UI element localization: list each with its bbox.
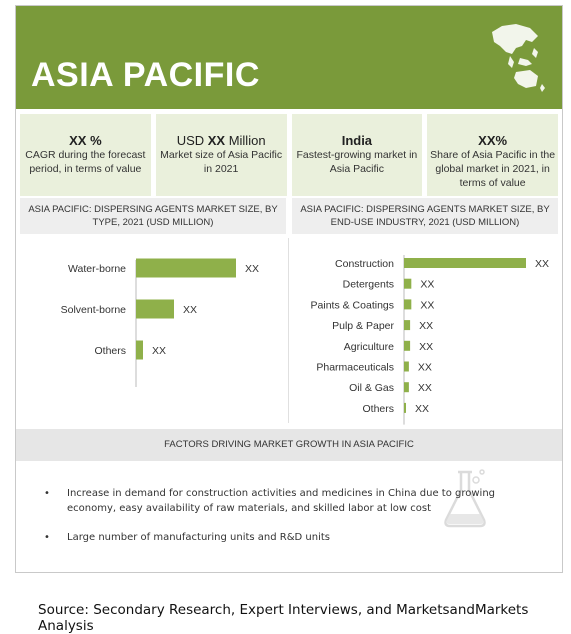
data-label: XX (419, 320, 434, 333)
stat-share-desc: Share of Asia Pacific in the global market in 2021, in terms of value (430, 149, 556, 189)
factors-title: FACTORS DRIVING MARKET GROWTH IN ASIA PACIFIC (16, 429, 562, 461)
factors-list (40, 486, 530, 559)
stat-cagr (20, 114, 151, 196)
factor-text: Increase in demand for construction activities and medicines in China due to growing economy, easy availability of raw materials, and skilled labor at low cost (67, 488, 496, 514)
factor-item (40, 486, 530, 516)
bar (136, 341, 143, 360)
data-label: XX (417, 382, 432, 395)
stat-market-size (156, 114, 287, 196)
category-label: Pharmaceuticals (316, 361, 394, 374)
category-label: Detergents (342, 278, 394, 291)
data-label: XX (183, 304, 198, 316)
bullet-icon: • (44, 488, 50, 499)
category-label: Solvent-borne (60, 304, 126, 316)
category-label: Others (362, 402, 394, 415)
data-label: XX (420, 278, 435, 291)
bar (404, 403, 406, 413)
asia-pacific-map-icon (482, 18, 548, 94)
data-label: XX (419, 340, 434, 353)
bar (404, 258, 526, 268)
bar (404, 341, 410, 351)
charts (16, 238, 562, 428)
factor-item (40, 530, 530, 545)
stat-cagr-desc: CAGR during the forecast period, in terms of value (25, 149, 146, 175)
bar (404, 320, 410, 330)
stat-fastest-growing (292, 114, 423, 196)
stat-market-size-desc: Market size of Asia Pacific in 2021 (160, 149, 283, 175)
source-note: Source: Secondary Research, Expert Interviews, and MarketsandMarkets Analysis (38, 602, 529, 634)
data-label: XX (152, 345, 167, 357)
bar (404, 299, 411, 309)
chart-divider (288, 238, 289, 423)
category-label: Water-borne (68, 263, 126, 275)
category-label: Agriculture (343, 340, 394, 353)
bar (136, 300, 174, 319)
bar (404, 362, 409, 372)
stat-fastest-growing-desc: Fastest-growing market in Asia Pacific (296, 149, 418, 175)
chart-title-by-end-use: ASIA PACIFIC: DISPERSING AGENTS MARKET SIZE, BY END-USE INDUSTRY, 2021 (USD MILLION) (292, 198, 558, 234)
page-title: ASIA PACIFIC (31, 56, 260, 94)
header-banner (16, 6, 562, 109)
data-label: XX (420, 299, 435, 312)
stat-market-size-value (156, 134, 287, 148)
stat-market-size-suffix: Million (225, 133, 266, 148)
category-label: Construction (335, 258, 394, 270)
stat-market-size-prefix: USD (176, 133, 208, 148)
chart-title-by-type: ASIA PACIFIC: DISPERSING AGENTS MARKET SIZE, BY TYPE, 2021 (USD MILLION) (20, 198, 286, 234)
category-label: Pulp & Paper (332, 320, 394, 333)
chart-by-end-use (290, 238, 560, 428)
data-label: XX (415, 402, 430, 415)
chart-headers (16, 198, 562, 234)
data-label: XX (245, 263, 260, 275)
category-label: Oil & Gas (349, 382, 394, 395)
bar (404, 279, 411, 289)
category-label: Paints & Coatings (310, 299, 394, 312)
bar (404, 382, 409, 392)
bullet-icon: • (44, 532, 50, 543)
data-label: XX (535, 258, 550, 270)
stat-share (427, 114, 558, 196)
stats-row (16, 110, 562, 196)
bar (136, 259, 236, 278)
data-label: XX (417, 361, 432, 374)
stat-share-value: XX% (478, 133, 508, 148)
factor-text: Large number of manufacturing units and R&D units (67, 532, 331, 543)
infographic-frame (15, 5, 563, 573)
category-label: Others (94, 345, 126, 357)
stat-market-size-bold: XX (207, 133, 226, 148)
stat-cagr-value: XX % (69, 133, 102, 148)
chart-by-type (16, 238, 286, 428)
stat-fastest-growing-value: India (341, 133, 373, 148)
